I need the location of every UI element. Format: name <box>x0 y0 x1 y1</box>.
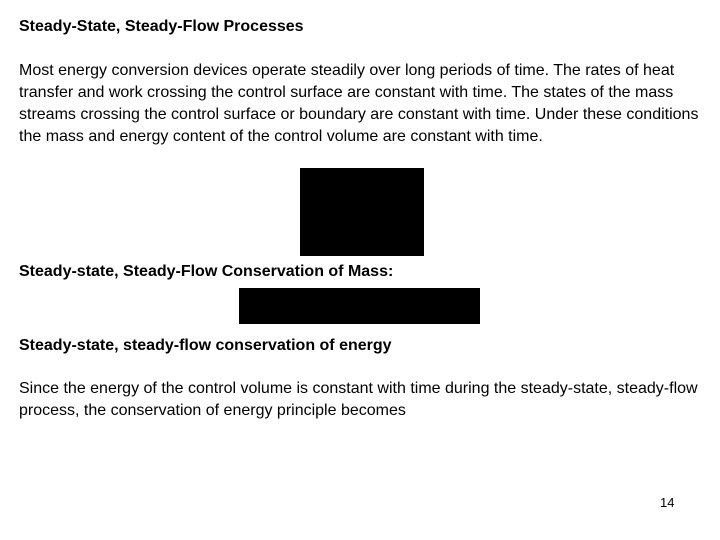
redacted-mass-equation-block <box>239 288 480 324</box>
energy-conservation-heading: Steady-state, steady-flow conservation of energy <box>19 337 392 354</box>
mass-conservation-heading: Steady-state, Steady-Flow Conservation of Mass: <box>19 263 394 280</box>
energy-paragraph: Since the energy of the control volume is constant with time during the steady-state, steady-flow process, the conservation of energy principle becomes <box>19 380 698 419</box>
page-number: 14 <box>660 495 675 510</box>
intro-paragraph: Most energy conversion devices operate steadily over long periods of time. The rates of heat transfer and work crossing the control surface are constant with time. The states of the mass streams crossing the control surface or boundary are constant with time. Under these conditions the mass and energy content of the control volume are constant with time. <box>19 62 699 145</box>
redacted-equation-block <box>300 168 424 256</box>
slide-title: Steady-State, Steady-Flow Processes <box>19 18 304 35</box>
